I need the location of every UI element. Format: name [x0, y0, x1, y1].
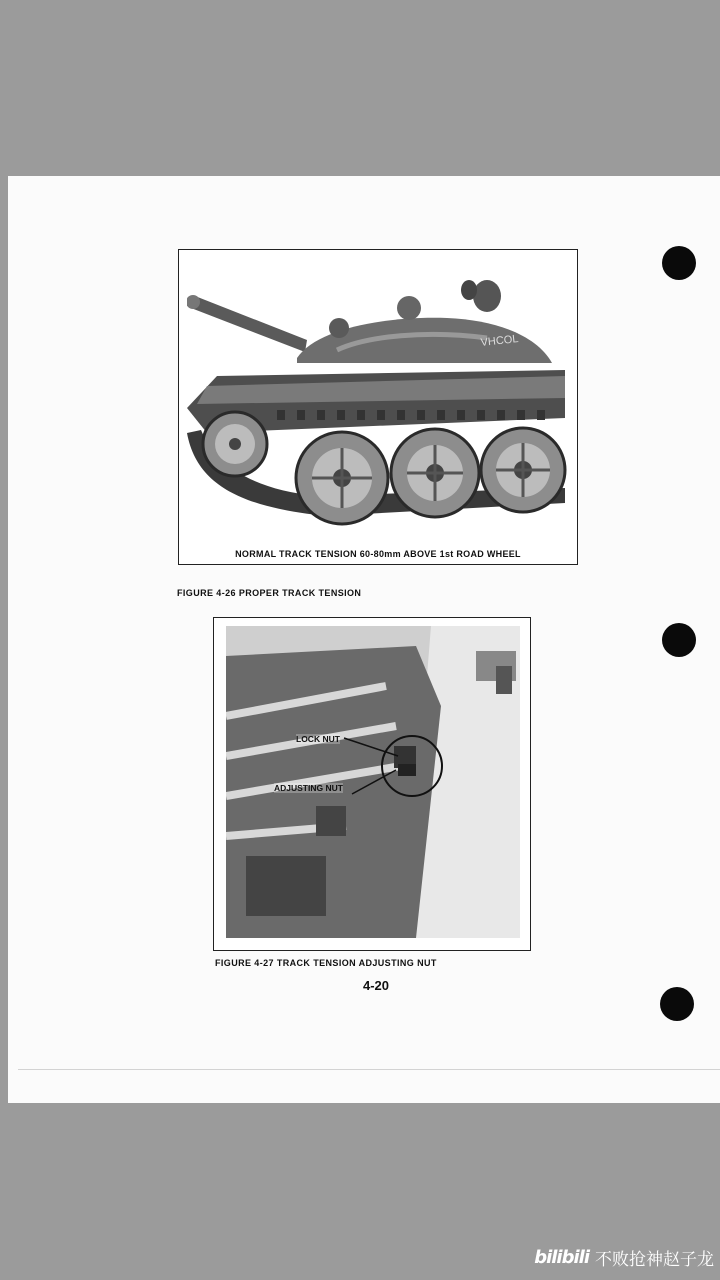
track-tension-note: NORMAL TRACK TENSION 60-80mm ABOVE 1st ROAD WHEEL: [235, 549, 521, 559]
document-page: [8, 176, 720, 1103]
page-divider: [18, 1069, 720, 1070]
uploader-name: 不败抢神赵子龙: [595, 1250, 714, 1269]
figure-4-26-caption: FIGURE 4-26 PROPER TRACK TENSION: [177, 588, 362, 598]
figure-adjusting-nut-photo: [213, 617, 531, 951]
hull-marking: VHCOL: [480, 333, 520, 349]
punch-hole-middle: [662, 623, 696, 657]
page-number: 4-20: [363, 978, 390, 993]
adjusting-nut-callout: ADJUSTING NUT: [274, 783, 343, 793]
bilibili-watermark: [534, 1245, 714, 1270]
bilibili-logo: bilibili: [534, 1247, 589, 1268]
punch-hole-bottom: [660, 987, 694, 1021]
figure-4-27-caption: FIGURE 4-27 TRACK TENSION ADJUSTING NUT: [215, 958, 437, 968]
punch-hole-top: [662, 246, 696, 280]
tank-illustration: [187, 258, 569, 538]
lock-nut-callout: LOCK NUT: [296, 734, 340, 744]
figure-tank-photo: [178, 249, 578, 565]
track-closeup-illustration: [226, 626, 520, 938]
